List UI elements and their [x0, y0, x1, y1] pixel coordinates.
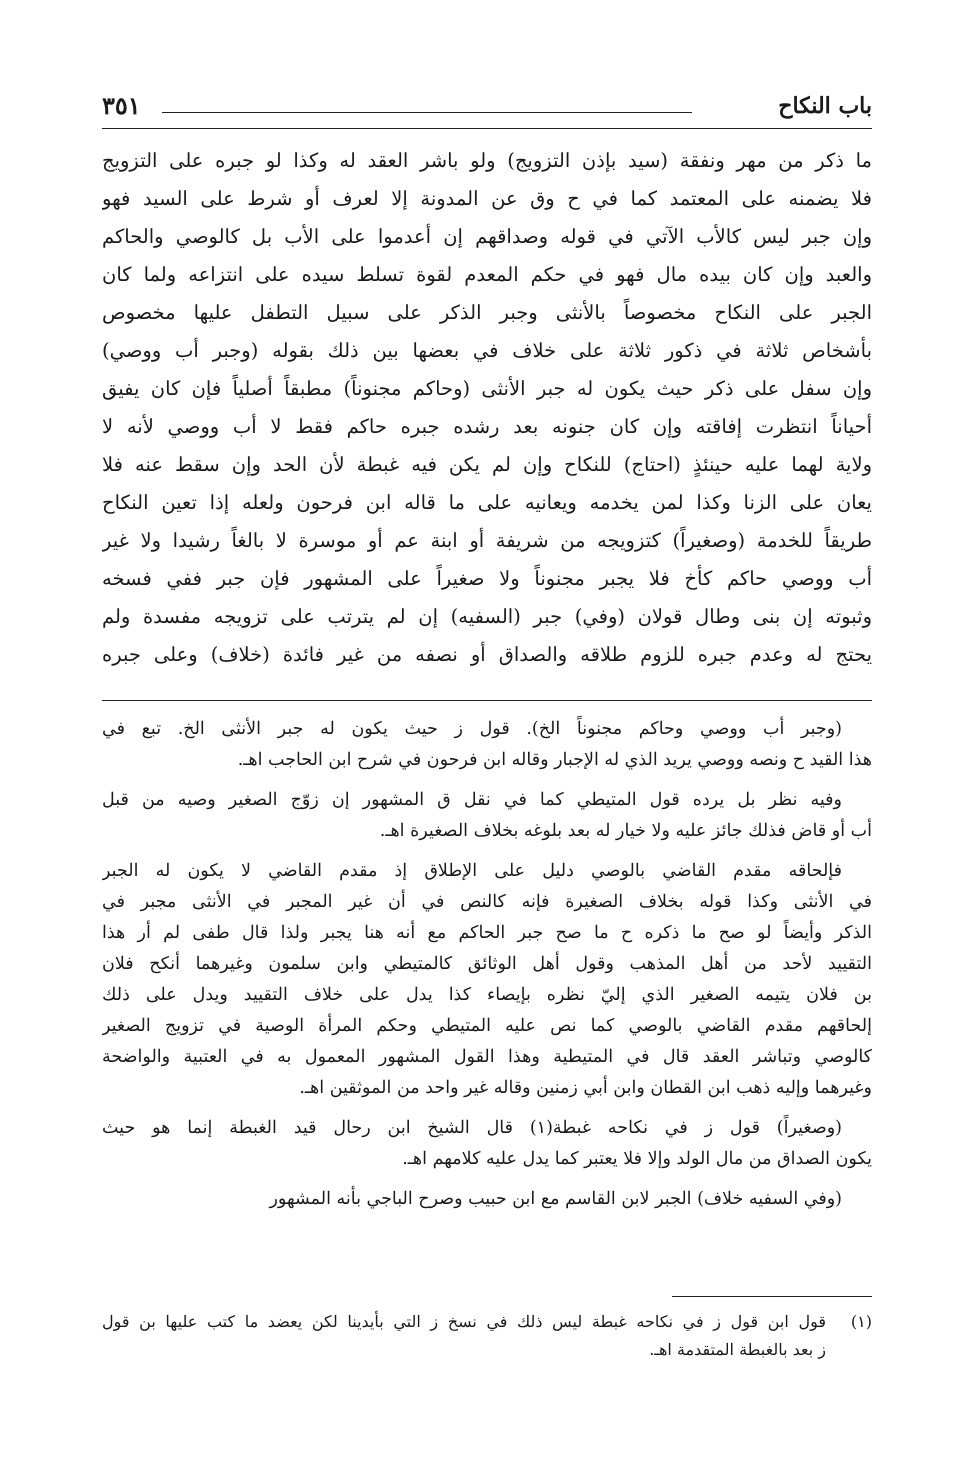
footnote-line: قول ابن قول ز في نكاحه غبطة ليس ذلك في نسخ ز التي بأيدينا لكن يعضد ما كتب عليها بن قول: [102, 1312, 826, 1331]
commentary-line: بن فلان يتيمه الصغير الذي إليّ نظره بإيصاء كذا يدل على خلاف التقييد ويدل على ذلك: [102, 985, 872, 1005]
main-line: الجبر على النكاح مخصوصاً بالأنثى وجبر الذكر على سبيل التطفل عليها مخصوص: [102, 301, 872, 324]
footnote-body: [102, 1308, 826, 1364]
commentary-line: إلحاقهم مقدم القاضي بالوصي كما نص عليه المتيطي وحكم المرأة الوصية في تزويج الصغير: [102, 1016, 872, 1036]
commentary-line: الذكر وأيضاً لو صح ما ذكره ح ما صح جبر الحاكم مع أنه هنا يجبر ولذا قال طفى لم أر هذا: [102, 923, 872, 943]
commentary-line: (وصغيراً) قول ز في نكاحه غبطة(١) قال الشيخ ابن رحال قيد الغبطة إنما هو حيث: [102, 1118, 843, 1138]
main-line: وإن سفل على ذكر حيث يكون له جبر الأنثى (وحاكم مجنوناً) مطبقاً أصلياً فإن كان يفيق: [102, 377, 872, 400]
commentary-line: (وفي السفيه خلاف) الجبر لابن القاسم مع ابن حبيب وصرح الباجي بأنه المشهور: [269, 1189, 842, 1209]
footnote-separator: [672, 1296, 872, 1297]
main-text: [102, 142, 872, 674]
main-line: وإن جبر ليس كالأب الآتي في قوله وصداقهم إن أعدموا على الأب بل كالوصي والحاكم: [102, 225, 872, 248]
commentary-paragraph: [102, 785, 872, 847]
main-line: يحتج له وعدم جبره للزوم طلاقه والصداق أو نصفه من غير فائدة (خلاف) وعلى جبره: [102, 643, 872, 666]
commentary-paragraph: [102, 856, 872, 1104]
commentary-separator: [102, 700, 872, 701]
commentary-paragraph: [102, 1113, 872, 1175]
commentary-line: وفيه نظر بل يرده قول المتيطي كما في نقل ق المشهور إن زوّج الصغير وصيه من قبل: [102, 790, 842, 810]
main-line: ما ذكر من مهر ونفقة (سيد بإذن التزويج) ولو باشر العقد له وكذا لو جبره على التزويج: [102, 149, 872, 172]
commentary-line: (وجبر أب ووصي وحاكم مجنوناً الخ). قول ز حيث يكون له جبر الأنثى الخ. تبع في: [102, 719, 842, 739]
chapter-title: باب النكاح: [778, 93, 872, 119]
main-line: ولاية لهما عليه حينئذٍ (احتاج) للنكاح وإن لم يكن فيه غبطة لأن الحد وإن سقط عنه فلا: [102, 453, 872, 476]
header-rule: [162, 112, 692, 113]
main-line: وثبوته إن بنى وطال قولان (وفي) جبر (السفيه) إن لم يترتب على تزويجه مفسدة ولم: [102, 605, 872, 628]
footnote-line: ز بعد بالغبطة المتقدمة اهـ.: [649, 1340, 826, 1359]
page-header: [102, 88, 872, 124]
commentary: [102, 714, 872, 1224]
commentary-paragraph: [102, 1184, 872, 1215]
commentary-line: التقييد لأحد من أهل المذهب وقول أهل الوثائق كالمتيطي وابن سلمون وغيرهما أنكح فلان: [102, 954, 872, 974]
commentary-paragraph: [102, 714, 872, 776]
main-line: أحياناً انتظرت إفاقته وإن كان جنونه بعد رشده جبره حاكم فقط لا أب ووصي لأنه لا: [102, 415, 872, 438]
header-bottom-rule: [102, 128, 872, 129]
commentary-line: هذا القيد ح ونصه ووصي يريد الذي له الإجبار وقاله ابن فرحون في شرح ابن الحاجب اهـ.: [237, 750, 872, 770]
commentary-line: وغيرهما وإليه ذهب ابن القطان وابن أبي زمنين وقاله غير واحد من الموثقين اهـ.: [299, 1078, 872, 1098]
commentary-line: في الأنثى وكذا قوله بخلاف الصغيرة فإنه كالنص في أن غير المجبر في الأنثى مجبر في: [102, 892, 872, 912]
commentary-line: فإلحاقه مقدم القاضي بالوصي دليل على الإطلاق إذ مقدم القاضي لا يكون له الجبر: [102, 861, 842, 881]
commentary-line: أب أو قاض فذلك جائز عليه ولا خيار له بعد بلوغه بخلاف الصغيرة اهـ.: [379, 821, 872, 841]
main-line: طريقاً للخدمة (وصغيراً) كتزويجه من شريفة أو ابنة عم أو موسرة لا بالغاً رشيدا ولا غير: [102, 529, 872, 552]
footnote: [102, 1308, 872, 1364]
main-line: أب ووصي حاكم كأخ فلا يجبر مجنوناً ولا صغيراً على المشهور فإن جبر ففي فسخه: [102, 567, 872, 590]
footnote-number: (١): [850, 1312, 872, 1331]
main-line: يعان على الزنا وكذا لمن يخدمه ويعانيه على ما قاله ابن فرحون ولعله إذا تعين النكاح: [102, 491, 872, 514]
commentary-line: كالوصي وتباشر العقد قال في المتيطية وهذا القول المشهور المعمول به في العتبية والواضحة: [102, 1047, 872, 1067]
commentary-line: يكون الصداق من مال الولد وإلا فلا يعتبر كما يدل عليه كلامهم اهـ.: [402, 1149, 872, 1169]
main-line: بأشخاص ثلاثة في ذكور ثلاثة على خلاف في بعضها بين ذلك بقوله (وجبر أب ووصي): [102, 339, 872, 362]
page-number: ٣٥١: [102, 91, 141, 120]
main-line: والعبد وإن كان بيده مال فهو في حكم المعدم لقوة تسلط سيده على انتزاعه ولما كان: [102, 263, 872, 286]
main-line: فلا يضمنه على المعتمد كما في ح وق عن المدونة إلا لعرف أو شرط على السيد فهو: [102, 187, 872, 210]
